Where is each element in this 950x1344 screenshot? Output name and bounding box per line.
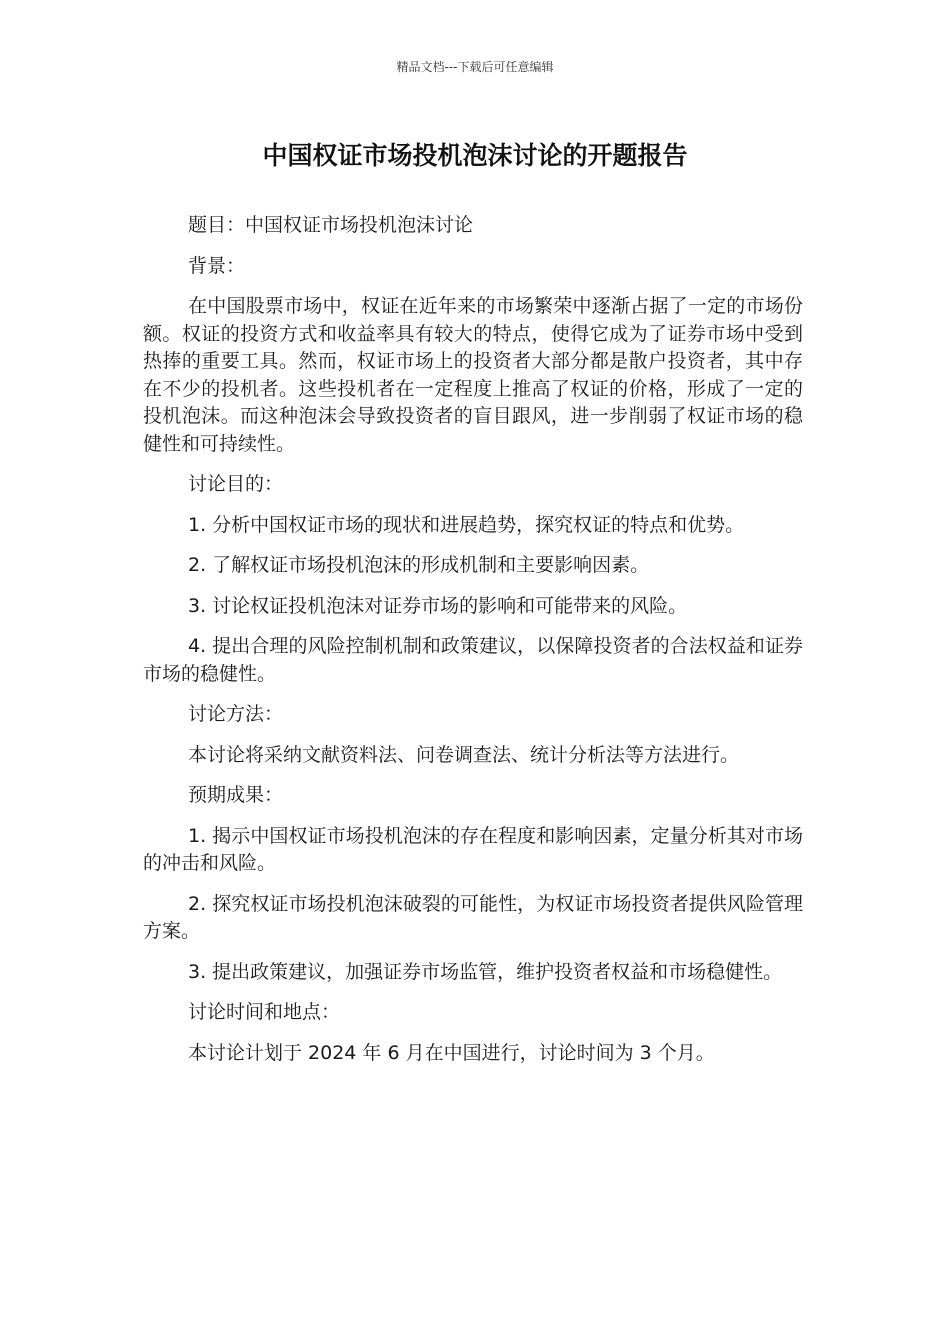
outcome-item-2: 2. 探究权证市场投机泡沫破裂的可能性，为权证市场投资者提供风险管理方案。: [143, 892, 803, 942]
purpose-item-1: 1. 分析中国权证市场的现状和进展趋势，探究权证的特点和优势。: [188, 513, 745, 536]
header-note: 精品文档---下载后可任意编辑: [396, 60, 554, 74]
document-title: 中国权证市场投机泡沫讨论的开题报告: [262, 141, 688, 170]
time-paragraph: 本讨论计划于 2024 年 6 月在中国进行，讨论时间为 3 个月。: [188, 1041, 715, 1064]
method-paragraph: 本讨论将采纳文献资料法、问卷调查法、统计分析法等方法进行。: [188, 743, 740, 766]
purpose-item-2: 2. 了解权证市场投机泡沫的形成机制和主要影响因素。: [188, 554, 650, 576]
background-paragraph: 在中国股票市场中，权证在近年来的市场繁荣中逐渐占据了一定的市场份额。权证的投资方式和收益率具有较大的特点，使得它成为了证券市场中受到热捧的重要工具。然而，权证市场上的投资者大部分都是散户投资者，其中存在不少的投机者。这些投机者在一定程度上推高了权证的价格，形成了一定的投机泡沫。而这种泡沫会导致投资者的盲目跟风，进一步削弱了权证市场的稳健性和可持续性。: [143, 295, 803, 455]
purpose-item-4: 4. 提出合理的风险控制机制和政策建议，以保障投资者的合法权益和证券市场的稳健性。: [143, 635, 803, 685]
outcome-item-3: 3. 提出政策建议，加强证券市场监管，维护投资者权益和市场稳健性。: [188, 960, 783, 983]
topic-line: 题目：中国权证市场投机泡沫讨论: [188, 214, 474, 236]
purpose-heading: 讨论目的：: [188, 473, 284, 495]
outcome-heading: 预期成果：: [188, 784, 284, 806]
time-heading: 讨论时间和地点：: [188, 1001, 341, 1023]
document-body: [143, 212, 803, 1080]
purpose-item-3: 3. 讨论权证投机泡沫对证券市场的影响和可能带来的风险。: [188, 594, 688, 617]
background-heading: 背景：: [188, 254, 246, 277]
outcome-item-1: 1. 揭示中国权证市场投机泡沫的存在程度和影响因素，定量分析其对市场的冲击和风险。: [143, 824, 803, 874]
method-heading: 讨论方法：: [188, 703, 284, 725]
